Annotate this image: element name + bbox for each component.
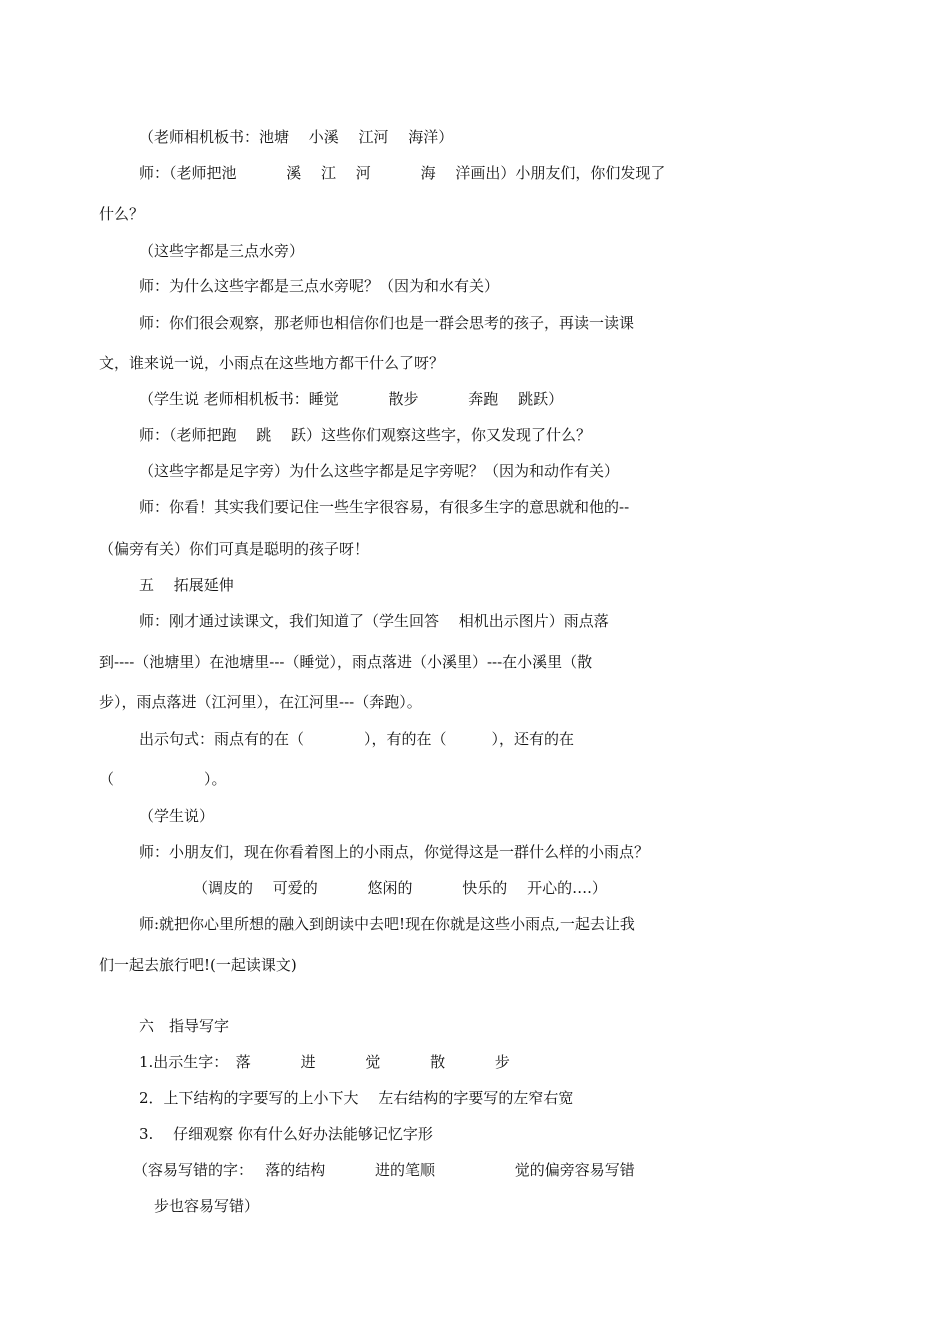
text-line: （容易写错的字： 落的结构 进的笔顺 觉的偏旁容易写错: [133, 1161, 635, 1179]
text-line: 3. 仔细观察 你有什么好办法能够记忆字形: [139, 1125, 433, 1143]
text-line: 步），雨点落进（江河里），在江河里---（奔跑）。: [99, 693, 422, 711]
text-line: 师：为什么这些字都是三点水旁呢？（因为和水有关）: [139, 277, 500, 295]
text-line: （这些字都是足字旁）为什么这些字都是足字旁呢？（因为和动作有关）: [139, 462, 620, 480]
text-line: 师：（老师把池 溪 江 河 海 洋画出）小朋友们，你们发现了: [139, 164, 666, 182]
text-line: 师：刚才通过读课文，我们知道了（学生回答 相机出示图片）雨点落: [139, 612, 609, 630]
text-line: 师：你们很会观察，那老师也相信你们也是一群会思考的孩子，再读一读课: [139, 314, 635, 332]
text-line: （这些字都是三点水旁）: [139, 242, 305, 260]
text-line: 什么？: [99, 205, 145, 223]
text-line: 1.出示生字： 落 进 觉 散 步: [139, 1053, 510, 1071]
text-line: （调皮的 可爱的 悠闲的 快乐的 开心的….）: [193, 879, 607, 897]
text-line: 师：小朋友们，现在你看着图上的小雨点，你觉得这是一群什么样的小雨点？: [139, 843, 650, 861]
text-line: 步也容易写错）: [154, 1197, 260, 1215]
section-heading: 五 拓展延伸: [139, 576, 234, 594]
text-line: 师：（老师把跑 跳 跃）这些你们观察这些字，你又发现了什么？: [139, 426, 592, 444]
text-line: （ ）。: [99, 770, 227, 788]
text-line: 师:就把你心里所想的融入到朗读中去吧!现在你就是这些小雨点,一起去让我: [139, 915, 635, 933]
text-line: 到----（池塘里）在池塘里---（睡觉），雨点落进（小溪里）---在小溪里（散: [99, 653, 593, 671]
text-line: 2．上下结构的字要写的上小下大 左右结构的字要写的左窄右宽: [139, 1089, 574, 1107]
text-line: 出示句式：雨点有的在（ ），有的在（ ），还有的在: [139, 730, 575, 748]
text-line: 师：你看！其实我们要记住一些生字很容易，有很多生字的意思就和他的--: [139, 498, 630, 516]
text-line: 们一起去旅行吧!(一起读课文): [99, 956, 297, 974]
section-heading: 六 指导写字: [139, 1017, 230, 1035]
text-line: （学生说）: [139, 807, 215, 825]
text-line: （老师相机板书：池塘 小溪 江河 海洋）: [139, 128, 454, 146]
text-line: （学生说 老师相机板书：睡觉 散步 奔跑 跳跃）: [139, 390, 564, 408]
text-line: （偏旁有关）你们可真是聪明的孩子呀！: [99, 540, 370, 558]
text-line: 文，谁来说一说，小雨点在这些地方都干什么了呀？: [99, 354, 445, 372]
